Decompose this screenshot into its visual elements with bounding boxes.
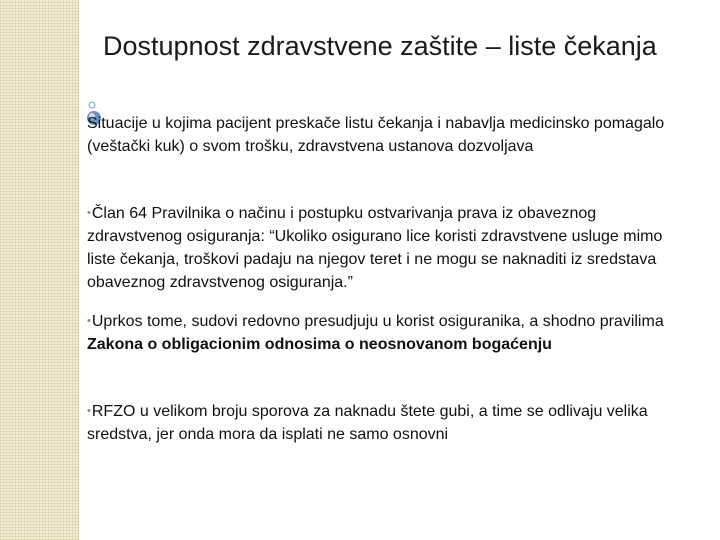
bullet-dot-icon: •	[87, 405, 91, 417]
slide-title: Dostupnost zdravstvene zaštite – liste čekanja	[103, 31, 657, 61]
decorative-side-band	[0, 0, 78, 540]
bullet-item	[87, 202, 687, 294]
bullet-text: RFZO u velikom broju sporova za naknadu štete gubi, a time se odlivaju velika sredstva, jer onda mora da isplati ne samo osnovni	[87, 403, 648, 443]
side-divider	[78, 0, 79, 540]
bullet-dot-icon: •	[87, 315, 91, 327]
bullet-dot-icon: •	[87, 207, 91, 219]
bullet-item	[87, 310, 687, 356]
bullet-list	[87, 112, 687, 446]
bullet-text: Član 64 Pravilnika o načinu i postupku ostvarivanja prava iz obaveznog zdravstvenog osiguranja: “Ukoliko osigurano lice koristi zdravstvene usluge mimo liste čekanja, troškovi padaju na njegov teret i ne mogu se naknaditi iz sredstava obaveznog zdravstvenog osiguranja.”	[87, 205, 663, 291]
bullet-text: Situacije u kojima pacijent preskače listu čekanja i nabavlja medicinsko pomagalo (veštački kuk) o svom trošku, zdravstvena ustanova dozvoljava	[87, 115, 665, 155]
bullet-text: Uprkos tome, sudovi redovno presudjuju u korist osiguranika, a shodno pravilima	[91, 313, 664, 330]
bullet-bold-text: Zakona o obligacionim odnosima o neosnovanom bogaćenju	[87, 336, 552, 353]
bullet-item	[87, 400, 687, 446]
bullet-item	[87, 112, 687, 158]
